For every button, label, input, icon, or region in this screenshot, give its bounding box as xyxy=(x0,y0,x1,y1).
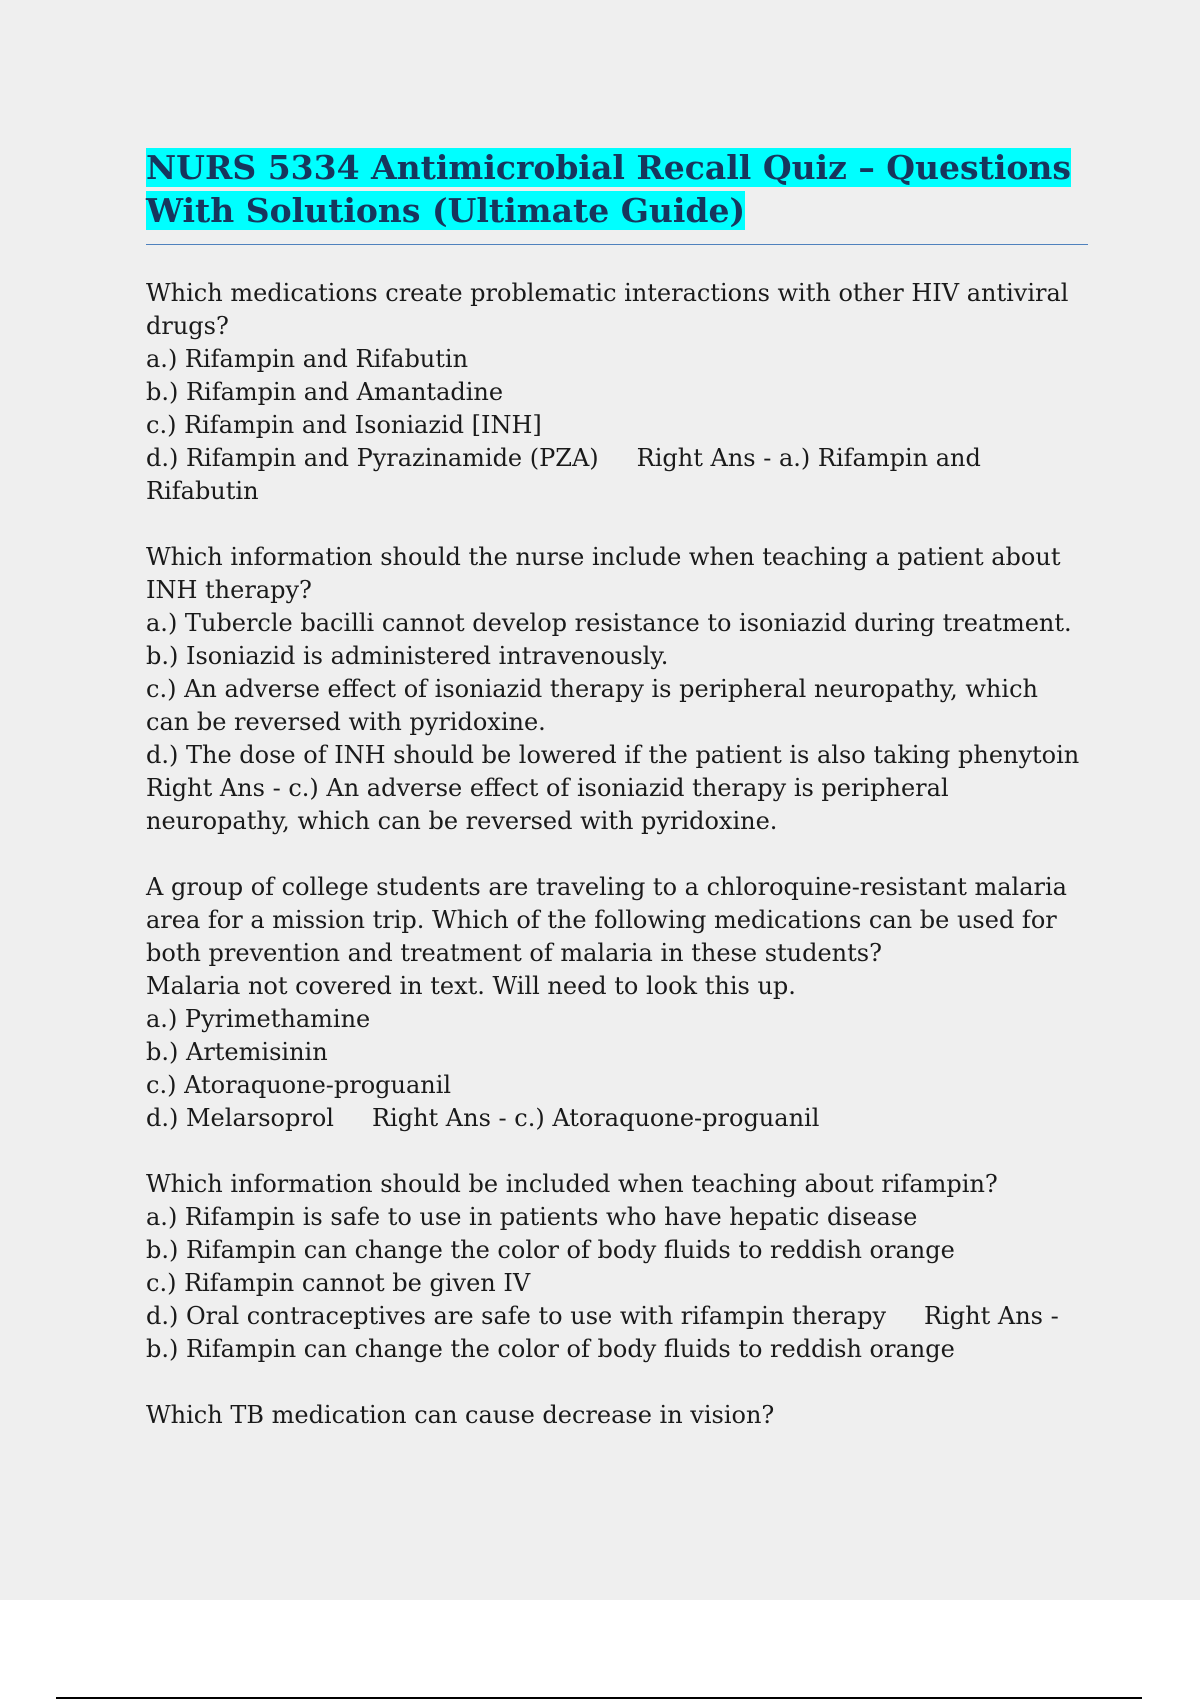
question-stem: A group of college students are traveling to a chloroquine-resistant malaria area for a mission trip. Which of the following medications can be used for both prevention and treatment of malaria in these students? xyxy=(146,873,1067,967)
answer-option: b.) Rifampin and Amantadine xyxy=(146,378,504,406)
answer-option: c.) Rifampin cannot be given IV xyxy=(146,1269,531,1297)
answer-option-last xyxy=(146,1102,1088,1135)
question-block-5 xyxy=(146,1399,1088,1432)
right-answer: Right Ans - b.) Rifampin can change the color of body fluids to reddish orange xyxy=(146,1302,1059,1363)
right-answer: Right Ans - a.) Rifampin and Rifabutin xyxy=(146,444,981,505)
question-block-3 xyxy=(146,871,1088,1135)
answer-option-last xyxy=(146,442,1088,508)
answer-option: a.) Pyrimethamine xyxy=(146,1005,371,1033)
answer-option: c.) Rifampin and Isoniazid [INH] xyxy=(146,411,542,439)
title-highlight: NURS 5334 Antimicrobial Recall Quiz – Questions With Solutions (Ultimate Guide) xyxy=(146,148,1071,230)
answer-option: b.) Artemisinin xyxy=(146,1038,328,1066)
answer-option: d.) The dose of INH should be lowered if the patient is also taking phenytoin xyxy=(146,741,1080,769)
question-stem: Which TB medication can cause decrease in vision? xyxy=(146,1401,775,1429)
answer-option: d.) Melarsoprol xyxy=(146,1104,334,1132)
document-title xyxy=(146,146,1088,232)
answer-option: c.) Atoraquone-proguanil xyxy=(146,1071,452,1099)
page-divider xyxy=(56,1697,1142,1699)
question-block-1 xyxy=(146,277,1088,508)
answer-option: d.) Oral contraceptives are safe to use with rifampin therapy xyxy=(146,1302,887,1330)
page-content xyxy=(146,146,1088,1465)
answer-option: a.) Rifampin is safe to use in patients who have hepatic disease xyxy=(146,1203,918,1231)
question-block-2 xyxy=(146,541,1088,838)
question-note: Malaria not covered in text. Will need to look this up. xyxy=(146,972,796,1000)
question-stem: Which information should the nurse include when teaching a patient about INH therapy? xyxy=(146,543,1061,604)
answer-option: a.) Rifampin and Rifabutin xyxy=(146,345,469,373)
question-block-4 xyxy=(146,1168,1088,1366)
answer-option: a.) Tubercle bacilli cannot develop resistance to isoniazid during treatment. xyxy=(146,609,1072,637)
answer-option-last xyxy=(146,1300,1088,1366)
answer-option: d.) Rifampin and Pyrazinamide (PZA) xyxy=(146,444,599,472)
answer-option: c.) An adverse effect of isoniazid therapy is peripheral neuropathy, which can be reversed with pyridoxine. xyxy=(146,675,1038,736)
answer-option: b.) Isoniazid is administered intravenously. xyxy=(146,642,669,670)
question-stem: Which medications create problematic interactions with other HIV antiviral drugs? xyxy=(146,279,1069,340)
question-list xyxy=(146,277,1088,1432)
answer-option: b.) Rifampin can change the color of body fluids to reddish orange xyxy=(146,1236,955,1264)
title-underline xyxy=(146,244,1088,245)
right-answer: Right Ans - c.) Atoraquone-proguanil xyxy=(371,1104,820,1132)
question-stem: Which information should be included when teaching about rifampin? xyxy=(146,1170,998,1198)
right-answer: Right Ans - c.) An adverse effect of isoniazid therapy is peripheral neuropathy, which can be reversed with pyridoxine. xyxy=(146,774,949,835)
